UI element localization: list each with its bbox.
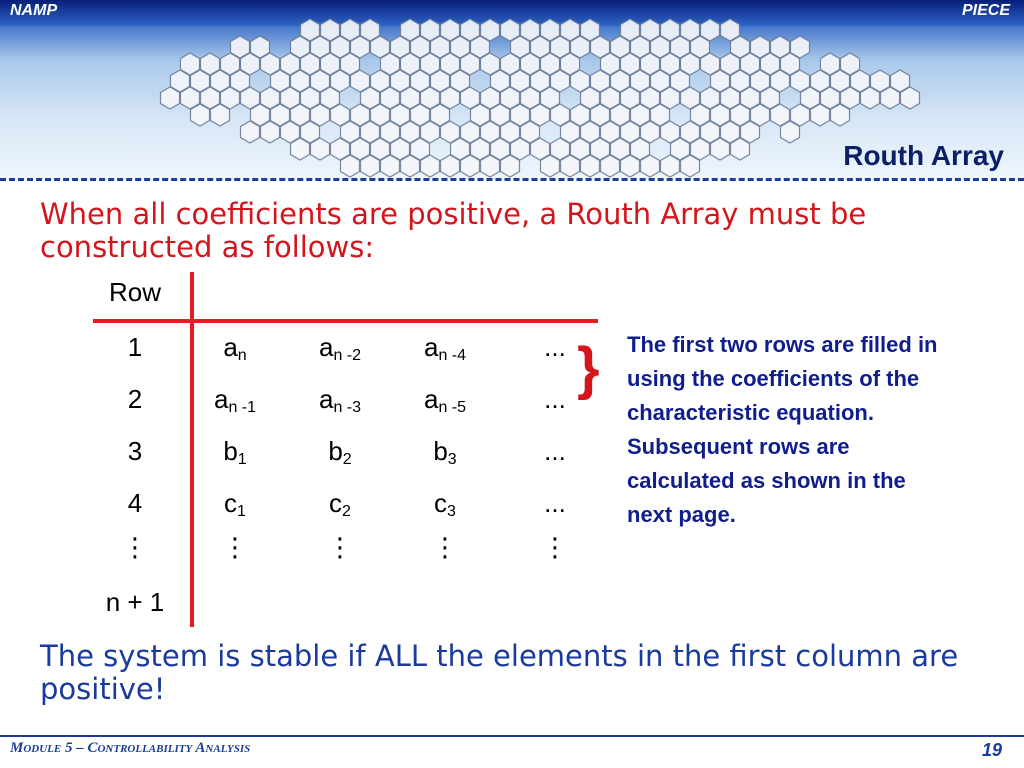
- table-cell: [510, 486, 600, 520]
- table-cell: [295, 486, 385, 520]
- cell-subscript: 2: [342, 451, 352, 468]
- cell-subscript: n -1: [228, 399, 257, 416]
- cell-base: b: [328, 436, 343, 466]
- slide-title: Routh Array: [843, 140, 1004, 171]
- row-label: 4: [127, 488, 143, 518]
- table-cell: [295, 585, 385, 619]
- cell-base: ...: [544, 332, 566, 362]
- row-label: n + 1: [105, 587, 165, 617]
- cell-base: a: [223, 332, 238, 362]
- row-label: ⋮: [122, 532, 148, 562]
- cell-subscript: n -5: [438, 399, 467, 416]
- cell-subscript: 1: [237, 451, 247, 468]
- cell-base: ⋮: [327, 532, 353, 562]
- table-cell: [190, 330, 280, 364]
- table-cell: [190, 382, 280, 416]
- namp-label: NAMP: [10, 2, 58, 19]
- footer-divider: [0, 735, 1024, 737]
- table-cell: [400, 585, 490, 619]
- table-cell: [510, 530, 600, 564]
- row-label: 2: [127, 384, 143, 414]
- cell-subscript: 3: [447, 503, 456, 520]
- table-cell: [400, 382, 490, 416]
- brace-symbol: }: [577, 336, 600, 401]
- cell-base: b: [433, 436, 448, 466]
- table-cell: [190, 486, 280, 520]
- cell-base: b: [223, 436, 238, 466]
- cell-subscript: 1: [237, 503, 246, 520]
- row-label: 3: [127, 436, 143, 466]
- cell-base: a: [318, 332, 334, 362]
- header-banner: [0, 0, 1024, 180]
- table-cell: [400, 530, 490, 564]
- cell-base: c: [224, 488, 238, 518]
- piece-label: PIECE: [961, 2, 1010, 19]
- cell-base: ...: [544, 436, 566, 466]
- cell-base: ...: [544, 384, 566, 414]
- cell-subscript: n -3: [333, 399, 362, 416]
- table-cell: [190, 434, 280, 468]
- table-cell: [295, 382, 385, 416]
- cell-base: a: [423, 332, 439, 362]
- cell-subscript: 2: [342, 503, 351, 520]
- table-cell: [510, 585, 600, 619]
- table-cell: [400, 434, 490, 468]
- cell-base: a: [423, 384, 439, 414]
- dashed-divider: [0, 178, 1024, 181]
- row-header: Row: [108, 277, 161, 307]
- table-horizontal-rule: [93, 319, 598, 323]
- footer-module: Module 5 – Controllability Analysis: [10, 740, 251, 756]
- cell-base: a: [318, 384, 334, 414]
- cell-base: c: [329, 488, 343, 518]
- cell-base: ⋮: [222, 532, 248, 562]
- cell-subscript: n: [237, 347, 247, 364]
- cell-subscript: n -2: [333, 347, 362, 364]
- table-cell: [510, 434, 600, 468]
- cell-base: ⋮: [542, 532, 568, 562]
- cell-base: a: [213, 384, 229, 414]
- table-cell: [400, 330, 490, 364]
- cell-subscript: 3: [447, 451, 457, 468]
- row-label: 1: [127, 332, 143, 362]
- page-number: 19: [981, 740, 1002, 760]
- table-cell: [295, 434, 385, 468]
- cell-base: ⋮: [432, 532, 458, 562]
- table-cell: [295, 530, 385, 564]
- table-cell: [190, 530, 280, 564]
- intro-text: When all coefficients are positive, a Routh Array must be constructed as follows:: [40, 197, 867, 264]
- table-cell: [190, 585, 280, 619]
- table-cell: [400, 486, 490, 520]
- table-cell: [295, 330, 385, 364]
- cell-base: ...: [544, 488, 566, 518]
- stability-text: The system is stable if ALL the elements in the first column are positive!: [40, 639, 959, 706]
- note-text: The first two rows are filled in using the coefficients of the characteristic equation. Subsequent rows are calculated as shown in the next page.: [627, 332, 938, 527]
- cell-subscript: n -4: [438, 347, 467, 364]
- cell-base: c: [434, 488, 448, 518]
